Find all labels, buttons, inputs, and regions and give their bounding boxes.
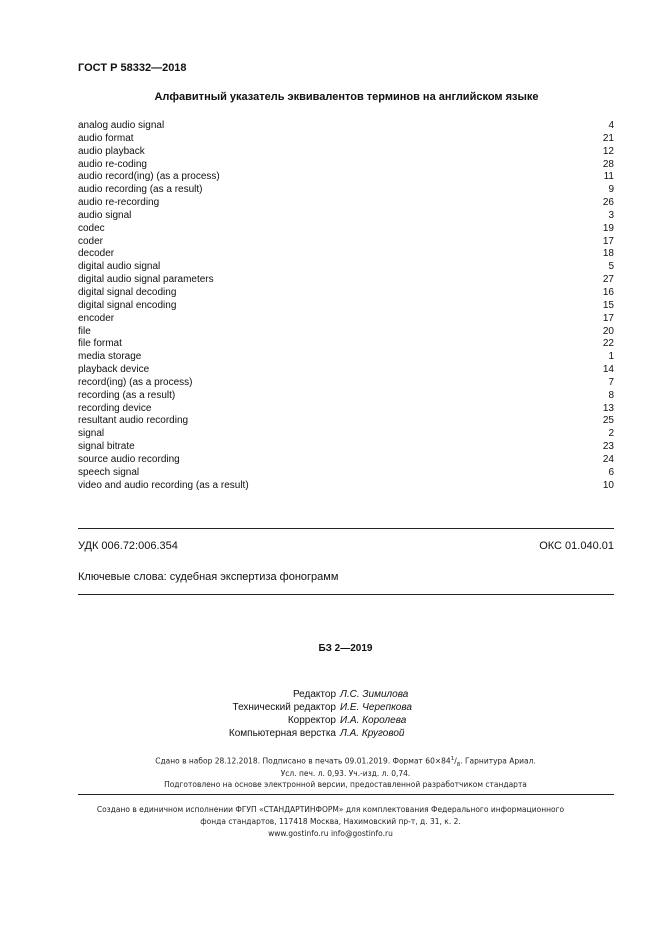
index-term-number: 25 bbox=[602, 415, 614, 427]
publisher-links: www.gostinfo.ru info@gostinfo.ru bbox=[268, 829, 393, 838]
index-term-number: 24 bbox=[602, 453, 614, 465]
index-term: decoder bbox=[78, 248, 115, 260]
index-term: audio re-coding bbox=[78, 158, 147, 170]
index-entry bbox=[78, 120, 614, 133]
index-term-number: 26 bbox=[602, 197, 614, 209]
publisher-address: фонда стандартов, 117418 Москва, Нахимовский пр-т, д. 31, к. 2. bbox=[200, 817, 461, 826]
staff-name: И.А. Королева bbox=[340, 715, 407, 726]
index-term: digital audio signal bbox=[78, 261, 161, 273]
index-term: resultant audio recording bbox=[78, 415, 189, 427]
index-term: record(ing) (as a process) bbox=[78, 376, 193, 388]
index-entry bbox=[78, 454, 614, 467]
index-term: audio playback bbox=[78, 145, 145, 157]
staff-role: Редактор bbox=[292, 689, 336, 700]
divider bbox=[78, 528, 614, 529]
index-term-number: 21 bbox=[602, 132, 614, 144]
bz-number: БЗ 2—2019 bbox=[318, 643, 373, 654]
index-term: signal bbox=[78, 428, 105, 440]
staff-corrector bbox=[0, 715, 661, 726]
index-entry bbox=[78, 223, 614, 236]
prepared-note: Подготовлено на основе электронной версии, предоставленной разработчиком стандарта bbox=[164, 780, 527, 789]
print-info-text: . Гарнитура Ариал. bbox=[460, 756, 536, 766]
index-entry bbox=[78, 274, 614, 287]
index-term-number: 6 bbox=[608, 466, 614, 478]
index-title: Алфавитный указатель эквивалентов терминов на английском языке bbox=[154, 91, 539, 103]
index-term-number: 9 bbox=[608, 184, 614, 196]
index-term-number: 16 bbox=[602, 286, 614, 298]
index-term: analog audio signal bbox=[78, 120, 165, 131]
index-entry bbox=[78, 184, 614, 197]
index-term-number: 8 bbox=[608, 389, 614, 401]
index-term-number: 11 bbox=[603, 171, 614, 183]
index-term-number: 5 bbox=[608, 261, 614, 273]
staff-tech-editor bbox=[0, 702, 661, 713]
index-term: playback device bbox=[78, 364, 150, 376]
index-term: audio record(ing) (as a process) bbox=[78, 171, 220, 183]
index-term-number: 22 bbox=[602, 338, 614, 350]
index-term-number: 14 bbox=[602, 364, 614, 376]
oks-code: ОКС 01.040.01 bbox=[539, 540, 614, 552]
staff-role: Технический редактор bbox=[232, 702, 336, 713]
index-entry bbox=[78, 467, 614, 480]
index-term: speech signal bbox=[78, 466, 140, 478]
format-fraction-bottom: 8 bbox=[456, 762, 461, 768]
index-term: file format bbox=[78, 338, 122, 350]
index-entry bbox=[78, 236, 614, 249]
divider bbox=[78, 794, 614, 795]
index-entry bbox=[78, 313, 614, 326]
print-info-text: Сдано в набор 28.12.2018. Подписано в печать 09.01.2019. Формат 60×84 bbox=[155, 756, 451, 766]
index-term-number: 3 bbox=[608, 209, 614, 221]
index-entry bbox=[78, 287, 614, 300]
index-entry bbox=[78, 300, 614, 313]
udk-code: УДК 006.72:006.354 bbox=[78, 540, 178, 552]
staff-name: И.Е. Черепкова bbox=[340, 702, 412, 713]
term-index-list bbox=[78, 120, 614, 492]
staff-name: Л.С. Зимилова bbox=[340, 689, 409, 700]
index-entry bbox=[78, 146, 614, 159]
index-entry bbox=[78, 351, 614, 364]
index-term: signal bitrate bbox=[78, 441, 135, 453]
index-entry bbox=[78, 338, 614, 351]
index-term: audio re-recording bbox=[78, 197, 160, 209]
index-term: file bbox=[78, 325, 91, 337]
index-term: codec bbox=[78, 222, 105, 234]
index-term-number: 28 bbox=[602, 158, 614, 170]
index-entry bbox=[78, 261, 614, 274]
index-entry bbox=[78, 415, 614, 428]
index-term: digital signal encoding bbox=[78, 299, 177, 311]
index-entry bbox=[78, 133, 614, 146]
index-term: audio signal bbox=[78, 209, 132, 221]
index-term: coder bbox=[78, 235, 104, 247]
index-entry bbox=[78, 390, 614, 403]
index-term-number: 27 bbox=[602, 274, 614, 286]
index-entry bbox=[78, 403, 614, 416]
staff-name: Л.А. Круговой bbox=[340, 728, 405, 739]
index-entry bbox=[78, 171, 614, 184]
index-term: digital audio signal parameters bbox=[78, 274, 214, 286]
index-term-number: 1 bbox=[608, 351, 614, 363]
staff-role: Компьютерная верстка bbox=[228, 728, 336, 739]
index-term-number: 18 bbox=[602, 248, 614, 260]
index-term-number: 15 bbox=[602, 299, 614, 311]
index-term: audio recording (as a result) bbox=[78, 184, 203, 196]
keywords: Ключевые слова: судебная экспертиза фонограмм bbox=[78, 571, 339, 583]
index-term: digital signal decoding bbox=[78, 286, 177, 298]
index-entry bbox=[78, 326, 614, 339]
index-term-number: 17 bbox=[602, 312, 614, 324]
index-term-number: 10 bbox=[602, 479, 614, 491]
index-term: media storage bbox=[78, 351, 142, 363]
index-term: source audio recording bbox=[78, 453, 180, 465]
index-term: encoder bbox=[78, 312, 115, 324]
index-entry bbox=[78, 480, 614, 493]
index-entry bbox=[78, 159, 614, 172]
staff-editor bbox=[0, 689, 661, 700]
format-fraction-top: 1 bbox=[450, 756, 455, 762]
index-term-number: 12 bbox=[602, 145, 614, 157]
index-term-number: 19 bbox=[602, 222, 614, 234]
index-entry bbox=[78, 441, 614, 454]
index-term-number: 13 bbox=[602, 402, 614, 414]
index-term: recording device bbox=[78, 402, 152, 414]
index-term-number: 20 bbox=[602, 325, 614, 337]
staff-role: Корректор bbox=[287, 715, 336, 726]
index-term-number: 4 bbox=[608, 120, 614, 131]
publisher-line: Создано в единичном исполнении ФГУП «СТАНДАРТИНФОРМ» для комплектования Федерального информационного bbox=[96, 805, 565, 814]
index-term: audio format bbox=[78, 132, 134, 144]
index-entry bbox=[78, 364, 614, 377]
index-term-number: 2 bbox=[608, 428, 614, 440]
index-term-number: 7 bbox=[608, 376, 614, 388]
index-term: recording (as a result) bbox=[78, 389, 176, 401]
divider bbox=[78, 594, 614, 595]
index-entry bbox=[78, 428, 614, 441]
index-term-number: 23 bbox=[602, 441, 614, 453]
print-sheets-line: Усл. печ. л. 0,93. Уч.-изд. л. 0,74. bbox=[280, 769, 411, 778]
document-code: ГОСТ Р 58332—2018 bbox=[78, 62, 187, 74]
index-term-number: 17 bbox=[602, 235, 614, 247]
index-entry bbox=[78, 197, 614, 210]
index-entry bbox=[78, 248, 614, 261]
index-entry bbox=[78, 377, 614, 390]
print-info-line: Сдано в набор 28.12.2018. Подписано в печать 09.01.2019. Формат $60\times 84^1/_8$. Гарнитура Ариал. bbox=[155, 756, 536, 768]
staff-layout bbox=[0, 728, 661, 739]
index-entry bbox=[78, 210, 614, 223]
index-term: video and audio recording (as a result) bbox=[78, 479, 249, 491]
